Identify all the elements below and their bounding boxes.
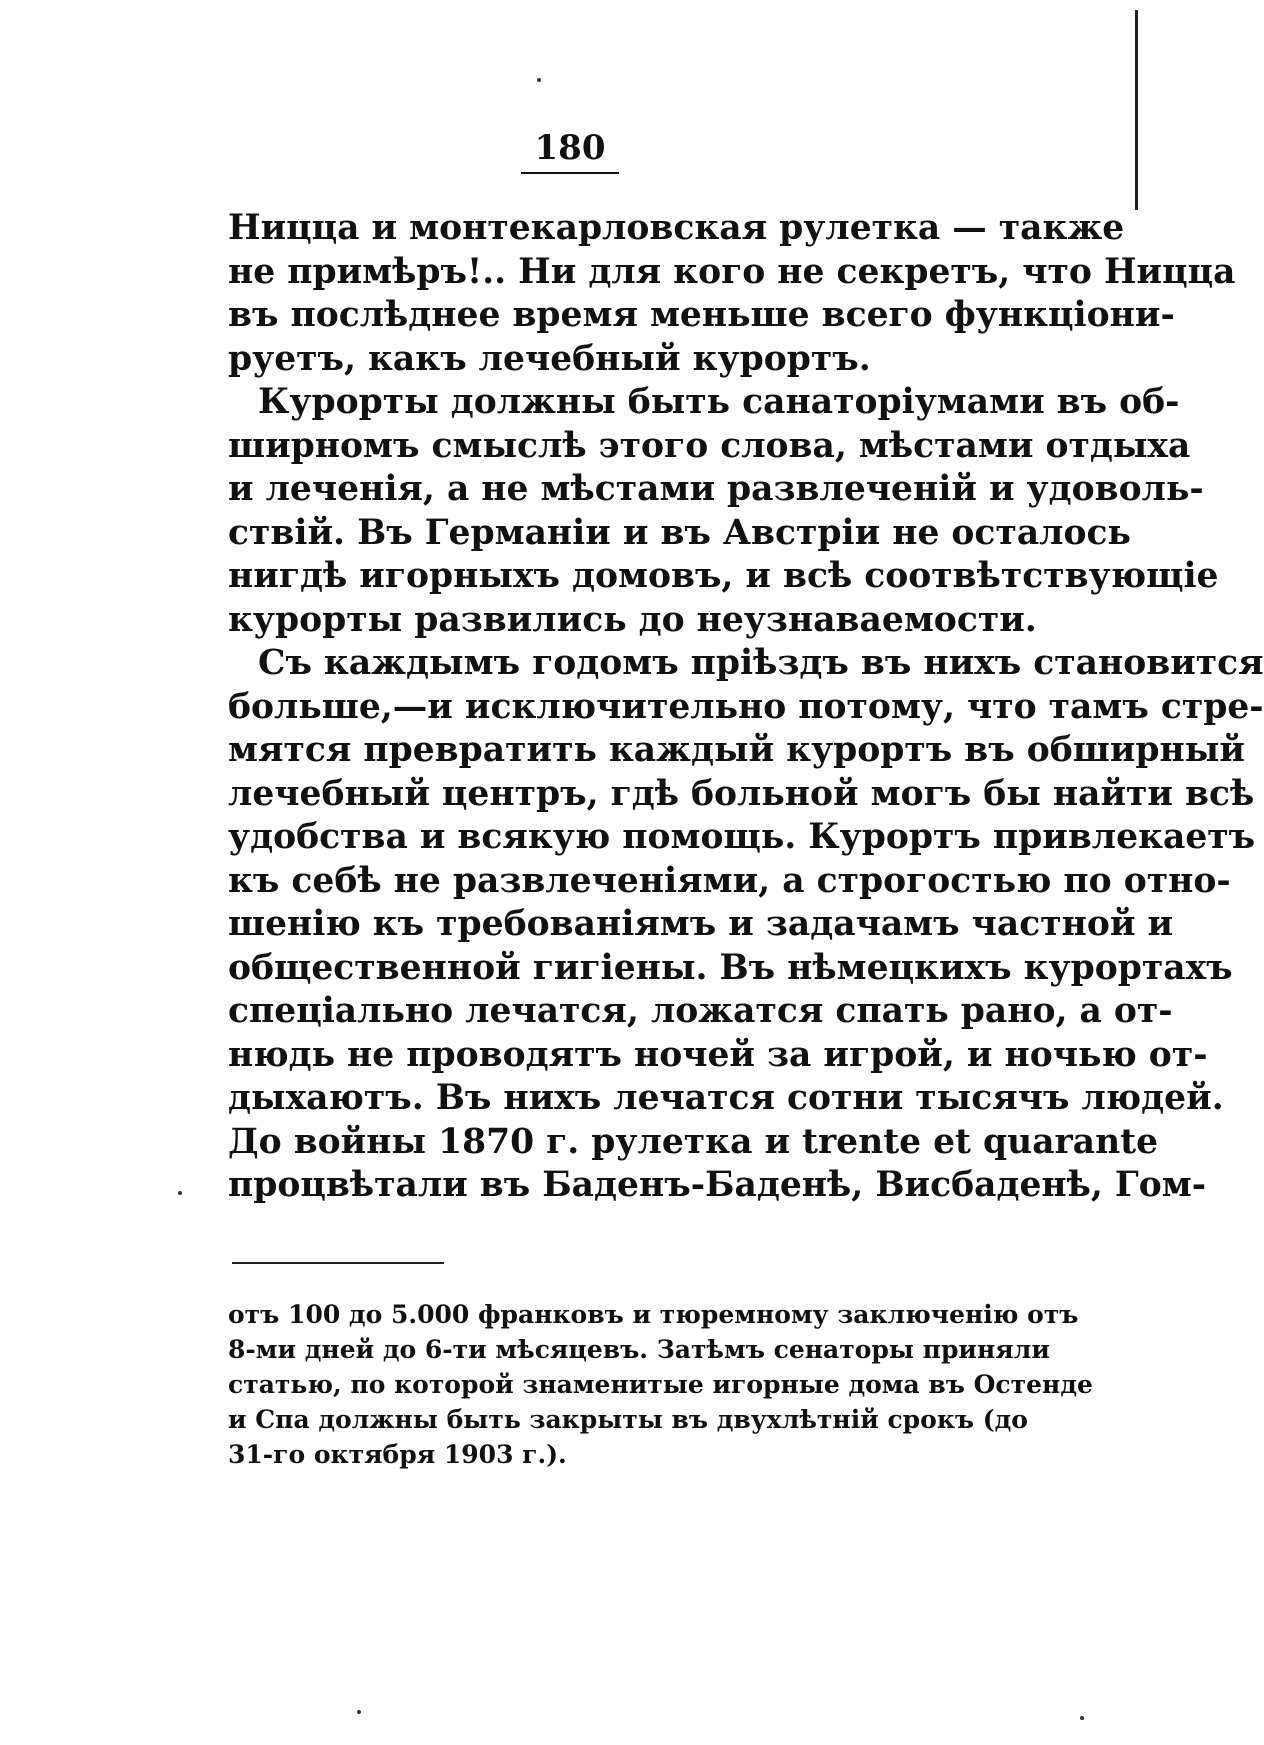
- body-line: процвѣтали въ Баденъ-Баденѣ, Висбаденѣ, Гом-: [228, 1165, 1207, 1205]
- body-line: руетъ, какъ лечебный курортъ.: [228, 338, 871, 379]
- body-text: [228, 207, 1264, 1208]
- body-line: шенію къ требованіямъ и задачамъ частной и: [228, 904, 1174, 944]
- body-line: и леченія, а не мѣстами развлеченій и удоволь-: [228, 469, 1204, 509]
- footnote-line: 31-го октября 1903 г.).: [228, 1440, 567, 1469]
- body-line: До войны 1870 г. рулетка и trente et quarante: [228, 1121, 1159, 1162]
- body-line: общественной гигіены. Въ нѣмецкихъ курортахъ: [228, 947, 1233, 988]
- scan-speck: [1080, 1716, 1084, 1720]
- body-line: ширномъ смыслѣ этого слова, мѣстами отдыха: [228, 425, 1191, 466]
- scan-speck: [357, 1710, 361, 1714]
- footnote-line: и Спа должны быть закрыты въ двухлѣтній срокъ (до: [228, 1405, 1028, 1434]
- footnote-line: 8-ми дней до 6-ти мѣсяцевъ. Затѣмъ сенаторы приняли: [228, 1335, 1050, 1364]
- footnote-line: статью, по которой знаменитые игорные дома въ Остенде: [228, 1370, 1093, 1399]
- body-line: Ницца и монтекарловская рулетка — также: [228, 208, 1125, 248]
- page-number-text: 180: [521, 128, 620, 174]
- body-line: къ себѣ не развлеченіями, а строгостью по отно-: [228, 860, 1231, 901]
- scan-speck: [537, 78, 541, 82]
- body-line: нигдѣ игорныхъ домовъ, и всѣ соотвѣтствующіе: [228, 556, 1219, 596]
- footnote-line: отъ 100 до 5.000 франковъ и тюремному заключенію отъ: [228, 1300, 1079, 1329]
- scan-edge-mark: [1135, 10, 1138, 210]
- body-line: больше,—и исключительно потому, что тамъ стре-: [228, 686, 1264, 727]
- body-line: мятся превратить каждый курортъ въ обширный: [228, 730, 1245, 770]
- body-line: Курорты должны быть санаторіумами въ об-: [258, 382, 1180, 422]
- body-line: ствій. Въ Германіи и въ Австріи не осталось: [228, 512, 1131, 553]
- body-line: дыхаютъ. Въ нихъ лечатся сотни тысячъ людей.: [228, 1078, 1224, 1118]
- footnote: [228, 1297, 1093, 1472]
- body-line: лечебный центръ, гдѣ больной могъ бы найти всѣ: [228, 773, 1255, 814]
- scan-speck: [178, 1191, 182, 1195]
- body-line: не примѣръ!.. Ни для кого не секретъ, что Ницца: [228, 251, 1236, 292]
- body-line: удобства и всякую помощь. Курортъ привлекаетъ: [228, 817, 1256, 857]
- body-line: въ послѣднее время меньше всего функціони-: [228, 295, 1175, 335]
- body-line: курорты развились до неузнаваемости.: [228, 599, 1037, 640]
- body-line: нюдь не проводятъ ночей за игрой, и ночью от-: [228, 1034, 1208, 1075]
- body-line: спеціально лечатся, ложатся спать рано, а от-: [228, 991, 1173, 1031]
- page-number: [0, 128, 1140, 174]
- footnote-divider: [232, 1262, 444, 1264]
- body-line: Съ каждымъ годомъ пріѣздъ въ нихъ становится: [258, 643, 1264, 683]
